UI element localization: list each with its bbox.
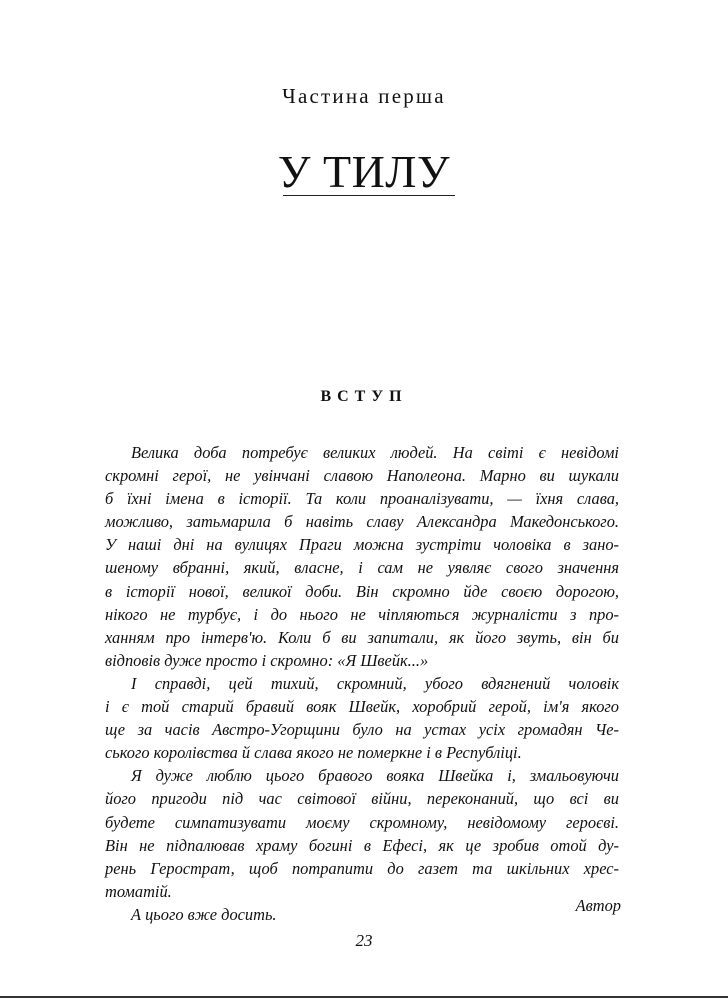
section-heading: ВСТУП [320,388,408,405]
text-line: шеному вбранні, який, власне, і сам не уявляє свого значення [105,558,619,578]
text-line: Велика доба потребує великих людей. На світі є невідомі [131,443,619,462]
text-line: рень Герострат, щоб потрапити до газет та шкільних хрес- [105,858,619,878]
text-line: ще за часів Австро-Угорщини було на устах усіх громадян Че- [105,720,619,740]
text-line: б їхні імена в історії. Та коли проаналізувати, — їхня слава, [105,489,619,509]
part-label: Частина перша [282,84,446,108]
text-line: А цього вже досить. [131,904,277,924]
page-number: 23 [355,931,373,950]
text-line: томатій. [105,881,172,901]
text-line: У наші дні на вулицях Праги можна зустріти чоловіка в зано- [105,535,619,555]
text-line: І справді, цей тихий, скромний, убого вдягнений чоловік [131,673,619,693]
text-line: можливо, затьмарила б навіть славу Александра Македонського. [105,512,619,532]
paragraph [105,672,619,764]
body-text [105,441,619,926]
page-title: У ТИЛУ [277,146,451,197]
text-line: скромні герої, не увінчані славою Наполеона. Марно ви шукали [105,466,619,486]
paragraph [105,903,619,926]
text-line: Я дуже люблю цього бравого вояка Швейка і, змальовуючи [131,766,619,786]
text-line: його пригоди під час світової війни, переконаний, що всі ви [105,789,619,809]
text-line: і є той старий бравий вояк Швейк, хоробрий герой, ім'я якого [105,697,619,717]
text-line: будете симпатизувати моєму скромному, невідомому героєві. [105,812,619,832]
text-line: ханням про інтерв'ю. Коли б ви запитали, як його звуть, він би [105,627,619,647]
text-line: ського королівства й слава якого не померкне і в Республіці. [105,743,522,763]
author-signature: Автор [575,896,621,915]
bottom-rule [0,996,728,998]
paragraph [105,441,619,672]
paragraph [105,764,619,903]
text-line: в історії нової, великої доби. Він скромно йде своєю дорогою, [105,581,619,601]
text-line: відповів дуже просто і скромно: «Я Швейк...» [105,650,429,670]
text-line: Він не підпалював храму богині в Ефесі, як це зробив отой ду- [105,835,619,855]
text-line: нікого не турбує, і до нього не чіпляються журналісти з про- [105,604,619,624]
title-underline [283,195,455,196]
